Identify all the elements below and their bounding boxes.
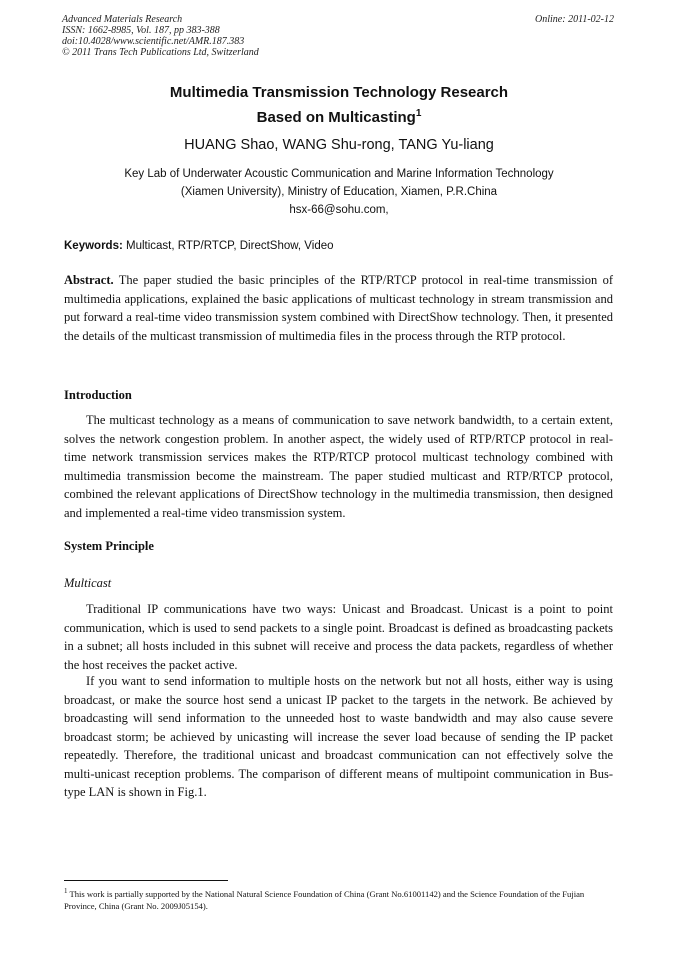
multicast-subheading: Multicast (64, 576, 112, 590)
footnote-text: This work is partially supported by the National Natural Science Foundation of China (Grant No.61001142) and the Science Foundation of the Fujian Province, China (Grant No. 2009J05154). (64, 888, 585, 911)
affiliation-line-2: (Xiamen University), Ministry of Education, Xiamen, P.R.China (180, 186, 498, 198)
multicast-paragraph-2: If you want to send information to multiple hosts on the network but not all hosts, either way is using broadcast, or make the source host send a unicast IP packet to the targets in the network. Be achieved by broadcasting will send information to the unneeded host to waste bandwidth and may also cause severe broadcast storm; be achieved by unicasting will increase the sever load because of sending the IP packet repeatedly. Therefore, the traditional unicast and broadcast communication can not effectively solve the multi-unicast reception problems. The comparison of different means of multipoint communication in Bus-type LAN is shown in Fig.1. (64, 674, 613, 799)
copyright-line: © 2011 Trans Tech Publications Ltd, Switzerland (62, 47, 259, 58)
abstract-text: The paper studied the basic principles of the RTP/RTCP protocol in real-time transmission of multimedia applications, explained the basic applications of multicast technology in stream transmission and put forward a real-time video transmission system combined with DirectShow technology. Then, it presented the details of the multicast transmission of multimedia files in the process through the RTP protocol. (64, 273, 613, 343)
abstract-label: Abstract. (64, 273, 114, 287)
introduction-text: The multicast technology as a means of communication to save network bandwidth, to a certain extent, solves the network congestion problem. In another aspect, the widely used of RTP/RTCP protocol in real-time network transmission services makes the RTP/RTCP protocol multicast technology combined with multimedia transmission become the mainstream. The paper studied multicast and RTP/RTCP protocol, combined the relevant applications of DirectShow technology in the multimedia transmission, then designed and implemented a real-time video transmission system. (64, 413, 613, 520)
journal-header (62, 14, 259, 58)
keywords-label: Keywords: (64, 240, 123, 252)
keywords-text: Multicast, RTP/RTCP, DirectShow, Video (126, 240, 334, 252)
footnote-mark: 1 (64, 887, 68, 895)
introduction-heading: Introduction (64, 388, 132, 402)
journal-name: Advanced Materials Research (62, 14, 183, 25)
abstract (64, 271, 613, 345)
title-line-2: Based on Multicasting$^1$ (256, 108, 422, 126)
multicast-paragraph-1: Traditional IP communications have two ways: Unicast and Broadcast. Unicast is a point to point communication, which is used to send packets to a single point. Broadcast is defined as broadcasting packets in a subnet; all hosts included in this subnet will receive and process the data packets, regardless of whether the host receives the packet active. (64, 602, 613, 672)
keywords (64, 240, 334, 252)
footnote-divider (64, 880, 228, 881)
issn-line: ISSN: 1662-8985, Vol. 187, pp 383-388 (62, 25, 220, 36)
title-footnote-mark: 1 (415, 108, 422, 119)
online-date: Online: 2011-02-12 (535, 14, 614, 25)
author-email: hsx-66@sohu.com, (289, 204, 389, 216)
paper-title (0, 82, 678, 128)
affiliation-line-1: Key Lab of Underwater Acoustic Communication and Marine Information Technology (124, 168, 554, 180)
doi-line: doi:10.4028/www.scientific.net/AMR.187.383 (62, 36, 245, 47)
authors: HUANG Shao, WANG Shu-rong, TANG Yu-liang (184, 137, 494, 153)
affiliation (0, 165, 678, 219)
footnote (64, 885, 613, 912)
system-principle-heading: System Principle (64, 539, 154, 553)
title-line-1: Multimedia Transmission Technology Research (169, 84, 509, 101)
